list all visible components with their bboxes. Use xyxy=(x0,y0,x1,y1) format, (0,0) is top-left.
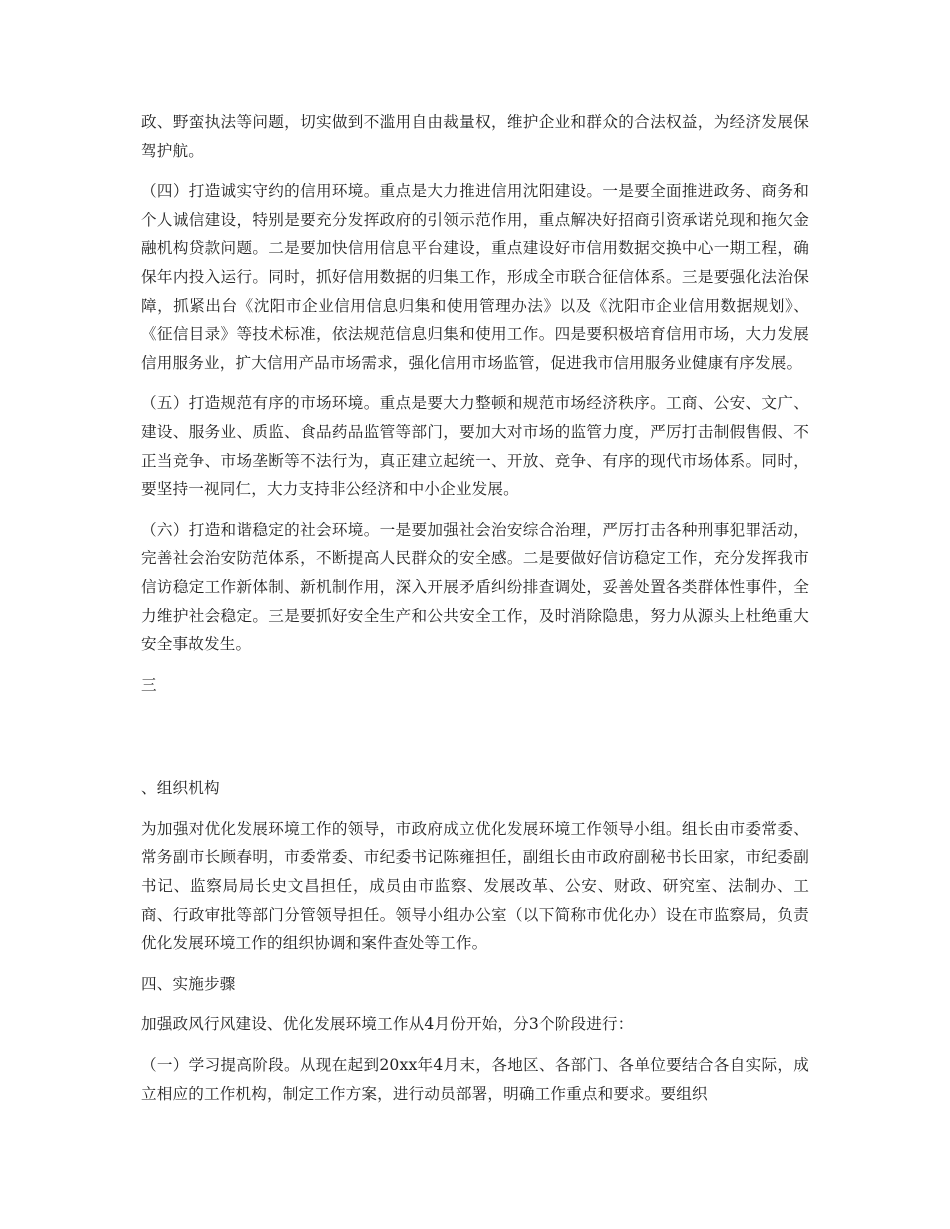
paragraph-stage-one: （一）学习提高阶段。从现在起到20xx年4月末，各地区、各部门、各单位要结合各自实际，成立相应的工作机构，制定工作方案，进行动员部署，明确工作重点和要求。要组织 xyxy=(141,1056,809,1103)
paragraph-market-environment: （五）打造规范有序的市场环境。重点是要大力整顿和规范市场经济秩序。工商、公安、文广、建设、服务业、质监、食品药品监管等部门，要加大对市场的监管力度，严厉打击制假售假、不正当竞争、市场垄断等不法行为，真正建立起统一、开放、竞争、有序的现代市场体系。同时，要坚持一视同仁，大力支持非公经济和中小企业发展。 xyxy=(141,394,809,499)
paragraph-continuation: 政、野蛮执法等问题，切实做到不滥用自由裁量权，维护企业和群众的合法权益，为经济发展保驾护航。 xyxy=(141,113,809,160)
paragraph-organization: 为加强对优化发展环境工作的领导，市政府成立优化发展环境工作领导小组。组长由市委常委、常务副市长顾春明，市委常委、市纪委书记陈雍担任，副组长由市政府副秘书长田家，市纪委副书记、监察局局长史文昌担任，成员由市监察、发展改革、公安、财政、研究室、法制办、工商、行政审批等部门分管领导担任。领导小组办公室（以下简称市优化办）设在市监察局，负责优化发展环境工作的组织协调和案件查处等工作。 xyxy=(141,819,809,953)
paragraph-implementation-intro: 加强政风行风建设、优化发展环境工作从4月份开始，分3个阶段进行： xyxy=(141,1015,634,1034)
heading-organization: 、组织机构 xyxy=(141,779,220,798)
section-number-three: 三 xyxy=(141,675,157,694)
paragraph-social-environment: （六）打造和谐稳定的社会环境。一是要加强社会治安综合治理，严厉打击各种刑事犯罪活动，完善社会治安防范体系，不断提高人民群众的安全感。二是要做好信访稳定工作，充分发挥我市信访稳定工作新体制、新机制作用，深入开展矛盾纠纷排查调处，妥善处置各类群体性事件，全力维护社会稳定。三是要抓好安全生产和公共安全工作，及时消除隐患，努力从源头上杜绝重大安全事故发生。 xyxy=(141,520,809,654)
document-body xyxy=(141,108,809,1120)
blank-gap xyxy=(141,699,809,774)
heading-implementation-steps: 四、实施步骤 xyxy=(141,974,236,993)
paragraph-credit-environment: （四）打造诚实守约的信用环境。重点是大力推进信用沈阳建设。一是要全面推进政务、商务和个人诚信建设，特别是要充分发挥政府的引领示范作用，重点解决好招商引资承诺兑现和拖欠金融机构贷款问题。二是要加快信用信息平台建设，重点建设好市信用数据交换中心一期工程，确保年内投入运行。同时，抓好信用数据的归集工作，形成全市联合征信体系。三是要强化法治保障，抓紧出台《沈阳市企业信用信息归集和使用管理办法》以及《沈阳市企业信用数据规划》、《征信目录》等技术标准，依法规范信息归集和使用工作。四是要积极培育信用市场，大力发展信用服务业，扩大信用产品市场需求，强化信用市场监管，促进我市信用服务业健康有序发展。 xyxy=(141,182,809,372)
